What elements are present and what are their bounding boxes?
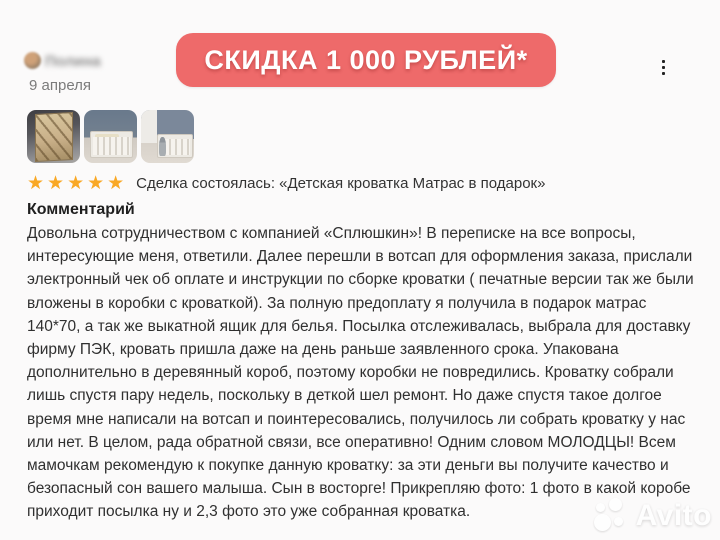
- crib-slats-art: [93, 137, 130, 155]
- crib-art: [90, 131, 132, 157]
- comment-title: Комментарий: [27, 201, 135, 218]
- review-date: 9 апреля: [29, 77, 92, 94]
- avatar[interactable]: [24, 52, 41, 69]
- kebab-menu-icon[interactable]: [655, 55, 671, 79]
- photo-thumbnail-3[interactable]: [141, 110, 194, 163]
- discount-banner: СКИДКА 1 000 РУБЛЕЙ*: [176, 33, 556, 87]
- comment-text: Довольна сотрудничеством с компанией «Сплюшкин»! В переписке на все вопросы, интересующие меня, ответили. Далее перешли в вотсап для оформления заказа, прислали электронный чек об оплате и инструкции по сборке кроватки ( печатные версии так же были вложены в коробки с кроваткой). За полную предоплату я получила в подарок матрас 140*70, а так же выкатной ящик для белья. Посылка отслеживалась, выбрала для доставку фирму ПЭК, кровать пришла даже на день раньше заявленного срока. Упакована дополнительно в деревянный короб, поэтому коробки не повредились. Кроватку собрали лишь спустя пару недель, поскольку в деткой шел ремонт. Но даже спустя такое долгое время мне написали на вотсап и поинтересовались, получилось ли собрать кроватку у нас или нет. В целом, рада обратной связи, все оперативно! Одним словом МОЛОДЦЫ! Всем мамочкам рекомендую к покупке данную кроватку: за эти деньги вы получите качество и безопасный сон вашего малыша. Сын в восторге! Прикрепляю фото: 1 фото в какой коробе приходит посылка ну и 2,3 фото это уже собранная кроватка.: [27, 225, 694, 521]
- photo-thumbnail-1[interactable]: [27, 110, 80, 163]
- package-crate-art: [35, 112, 73, 162]
- star-rating-icon: ★★★★★: [27, 173, 128, 194]
- user-name[interactable]: Полина: [45, 53, 101, 70]
- wall-art: [141, 110, 157, 143]
- kebab-dot: [662, 60, 665, 63]
- avito-watermark-label: Avito: [635, 498, 712, 532]
- photo-thumbnail-2[interactable]: [84, 110, 137, 163]
- kebab-dot: [662, 72, 665, 75]
- kebab-dot: [662, 66, 665, 69]
- photo-thumbnails: [27, 110, 194, 163]
- child-figure-art: [159, 137, 166, 156]
- rating-row: [27, 174, 545, 193]
- deal-status-text: Сделка состоялась: «Детская кроватка Матрас в подарок»: [136, 175, 546, 192]
